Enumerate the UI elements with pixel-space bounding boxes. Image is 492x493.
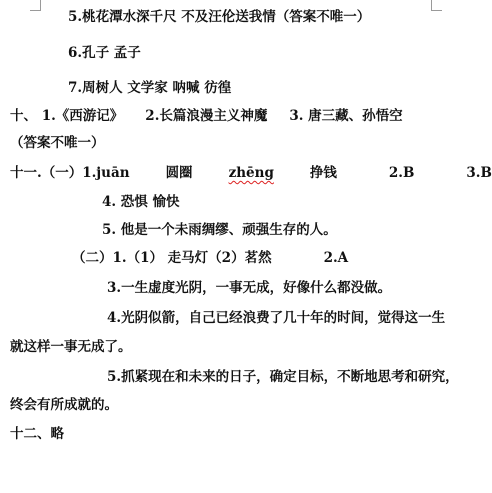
section-10-item-3: 3. 唐三藏、孙悟空 [289, 108, 403, 124]
answer-line-7: 7.周树人 文学家 呐喊 彷徨 [68, 80, 232, 96]
section-11-prefix: 十一.（一）1. [10, 165, 97, 181]
section-11-line [10, 164, 492, 182]
answer-5-line-2: 终会有所成就的。 [10, 397, 118, 413]
answer-4-line-1: 4.光阴似箭，自己已经浪费了几十年的时间，觉得这一生 [107, 310, 446, 326]
page-corner-mark-right [431, 0, 442, 11]
part-2-item-1: （二）1.（1） 走马灯（2）茗然 [72, 250, 272, 266]
answer-fear-joy: 4. 恐惧 愉快 [102, 194, 180, 210]
section-10-item-1: 十、 1.《西游记》 [10, 108, 124, 124]
answer-person-description: 5. 他是一个未雨绸缪、顽强生存的人。 [102, 222, 337, 238]
section-10-line [10, 107, 403, 125]
part-2-item-2: 2.A [323, 250, 349, 266]
section-10-note: （答案不唯一） [10, 135, 105, 151]
page-corner-mark-left [30, 0, 41, 11]
answer-line-5: 5.桃花潭水深千尺 不及汪伦送我情（答案不唯一） [68, 9, 371, 25]
section-10-item-2: 2.长篇浪漫主义神魔 [145, 108, 268, 124]
answer-line-6: 6.孔子 孟子 [68, 45, 141, 61]
answer-3b: 3.B [466, 165, 492, 181]
section-12-line: 十二、略 [10, 426, 64, 442]
word-yuanquan: 圆圈 [165, 165, 193, 181]
answer-4-line-2: 就这样一事无成了。 [10, 339, 132, 355]
pinyin-zheng: zhēng [228, 165, 274, 181]
answer-3-wasted-life: 3.一生虚度光阴，一事无成，好像什么都没做。 [107, 280, 392, 296]
pinyin-juan: juān [96, 165, 130, 181]
answer-5-line-1: 5.抓紧现在和未来的日子，确定目标，不断地思考和研究， [107, 369, 459, 385]
word-zhengqian: 挣钱 [309, 165, 337, 181]
section-11-part-2-line [72, 249, 348, 267]
answer-2b: 2.B [388, 165, 415, 181]
